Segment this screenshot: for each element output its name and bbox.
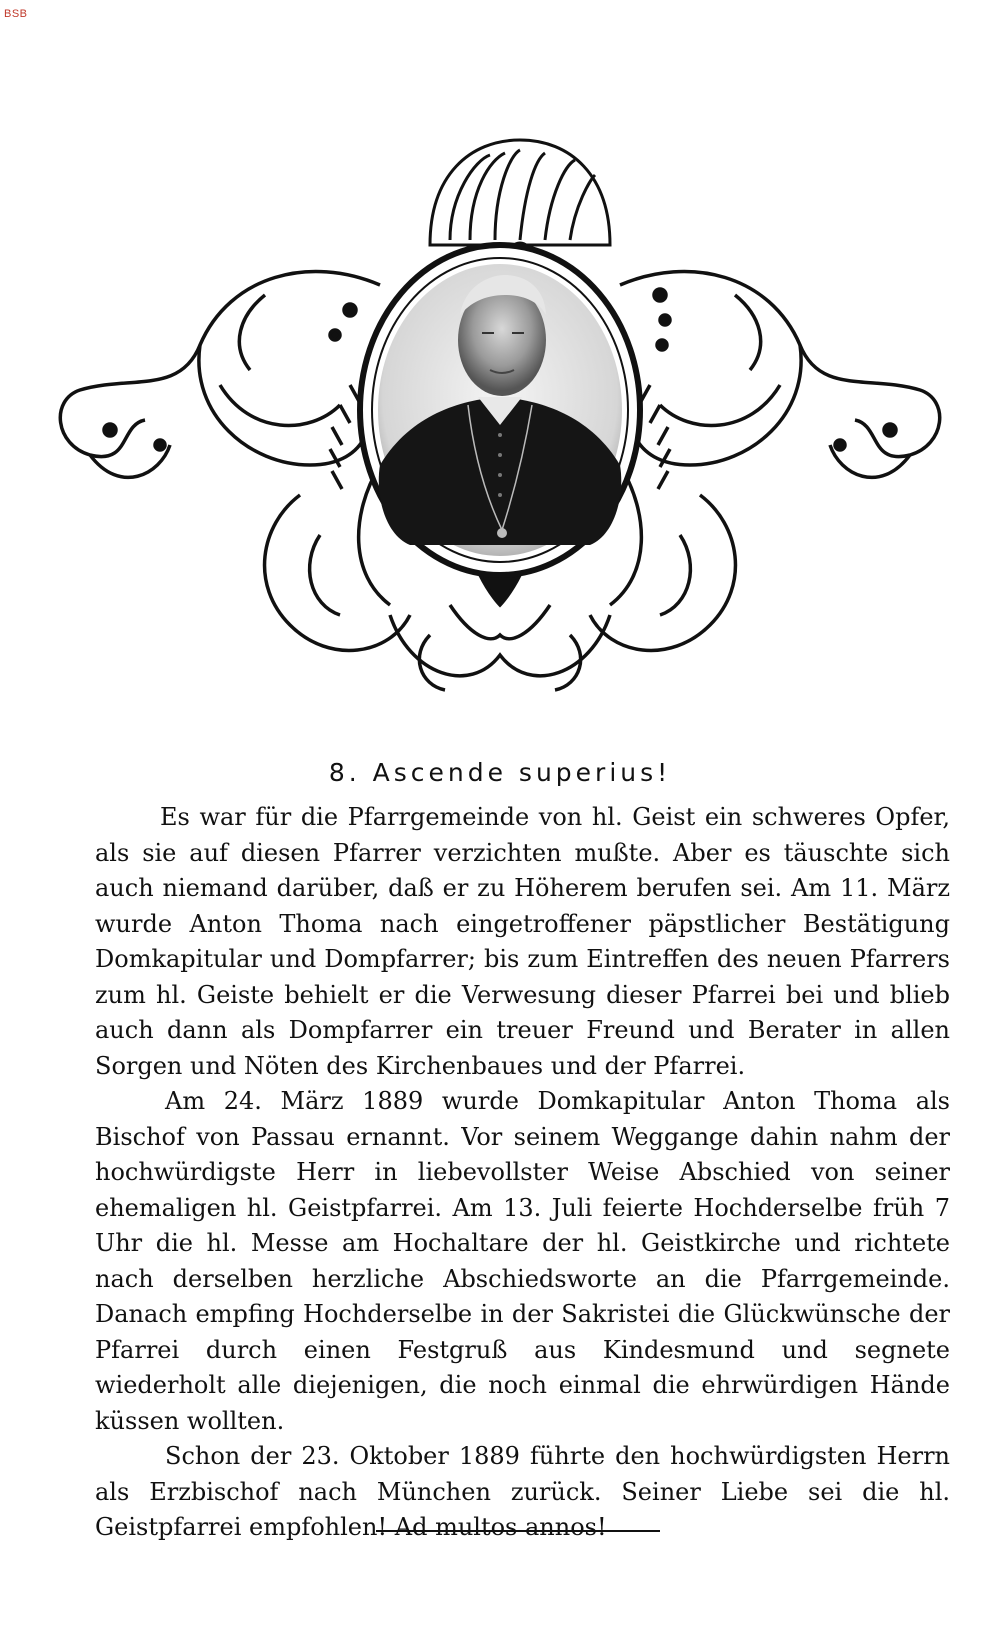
portrait-medallion — [360, 245, 640, 575]
article-body — [95, 800, 950, 1546]
right-acanthus-scroll — [590, 272, 940, 651]
closing-rule — [376, 1530, 660, 1532]
bottom-acanthus — [390, 575, 610, 690]
library-stamp: BSB — [4, 8, 28, 20]
section-heading: 8. Ascende superius! — [328, 758, 672, 787]
paragraph: Am 24. März 1889 wurde Domkapitular Anton Thoma als Bischof von Passau ernannt. Vor seinem Weggange dahin nahm der hochwürdigste Herr in liebevollster Weise Abschied von seiner ehemaligen hl. Geistpfarrei. Am 13. Juli feierte Hochderselbe früh 7 Uhr die hl. Messe am Hochaltare der hl. Geistkirche und richtete nach derselben herzliche Abschiedsworte an die Pfarrgemeinde. Danach empfing Hochderselbe in der Sakristei die Glückwünsche der Pfarrei durch einen Festgruß aus Kindesmund und segnete wiederholt alle diejenigen, die noch einmal die ehrwürdigen Hände küssen wollten. — [95, 1087, 950, 1435]
paragraph: Es war für die Pfarrgemeinde von hl. Geist ein schweres Opfer, als sie auf diesen Pfarrer verzichten mußte. Aber es täuschte sich auch niemand darüber, daß er zu Höherem berufen sei. Am 11. März wurde Anton Thoma nach eingetroffener päpstlicher Bestätigung Domkapitular und Dompfarrer; bis zum Eintreffen des neuen Pfarrers zum hl. Geiste behielt er die Verwesung dieser Pfarrei bei und blieb auch dann als Dompfarrer ein treuer Freund und Berater in allen Sorgen und Nöten des Kirchenbaues und der Pfarrei. — [95, 803, 950, 1080]
paragraph: Schon der 23. Oktober 1889 führte den hochwürdigsten Herrn als Erzbischof nach München zurück. Seiner Liebe sei die hl. Geistpfarrei empfohlen! Ad multos annos! — [95, 1442, 950, 1541]
left-acanthus-scroll — [60, 272, 410, 651]
rococo-portrait-cartouche — [50, 135, 950, 705]
